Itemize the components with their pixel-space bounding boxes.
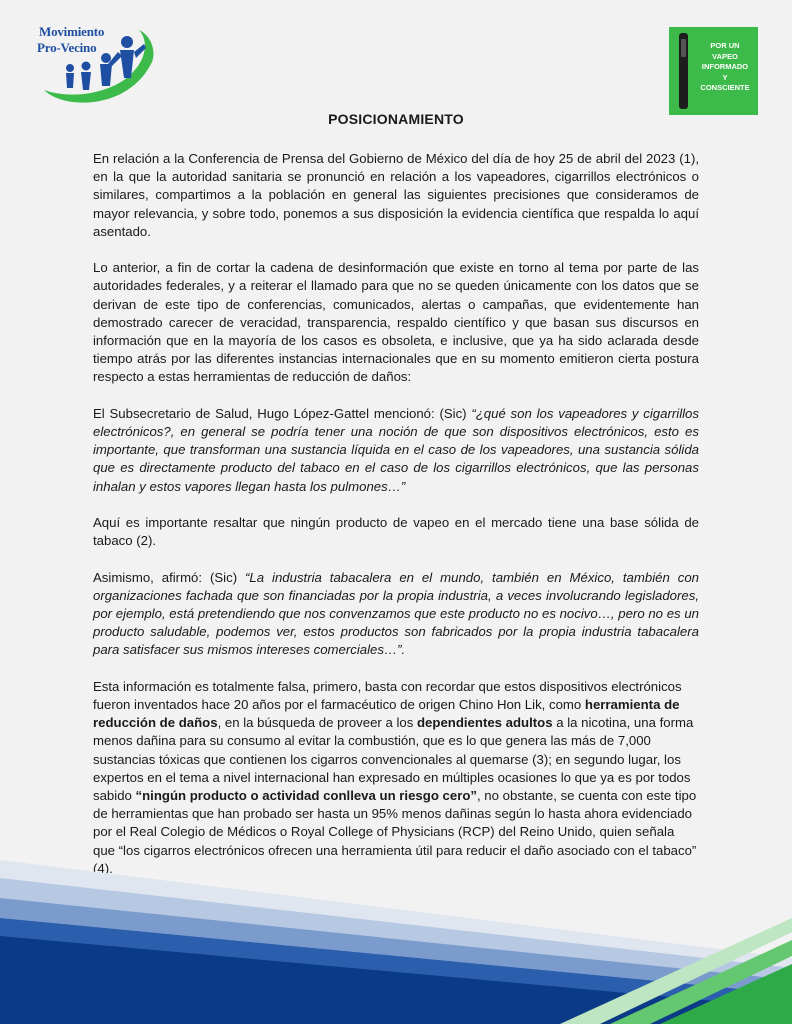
paragraph-6-part-e: a la nicotina, una forma menos dañina para su consumo al evitar la combustión, que es lo que genera las más de 7,000 sustancias tóxicas que contienen los cigarros convencionales al quemarse (3); en segundo lugar, los expertos en el tema a nivel internacional han expresado en múltiples ocasiones lo que ya es por todos sabido xyxy=(93,715,694,804)
logo-right-line-2: VAPEO xyxy=(712,51,738,61)
paragraph-3 xyxy=(93,405,699,496)
paragraph-5 xyxy=(93,569,699,660)
vapeo-informado-logo xyxy=(669,27,758,115)
paragraph-3-intro: El Subsecretario de Salud, Hugo López-Gattel mencionó: (Sic) xyxy=(93,405,472,421)
logo-text-line-2: Pro-Vecino xyxy=(37,40,97,55)
paragraph-1: En relación a la Conferencia de Prensa del Gobierno de México del día de hoy 25 de abril del 2023 (1), en la que la autoridad sanitaria se pronunció en relación a los vapeadores, cigarrillos electrónicos o similares, compartimos a la población en general las siguientes precisiones que consideramos de mayor relevancia, y sobre todo, ponemos a sus disposición la evidencia científica que respalda lo aquí asentado. xyxy=(93,151,699,239)
logo-right-line-1: POR UN xyxy=(710,41,740,50)
paragraph-5-quote: “La industria tabacalera en el mundo, también en México, también con organizaciones fachada que son financiadas por la propia industria, a veces involucrando legisladores, por ejemplo, está pretendiendo que nos convenzamos que este producto no es nocivo…, pero no es un producto saludable, podemos ver, estos productos son fabricados por la propia industria tabacalera para satisfacer sus mismos intereses comerciales…”. xyxy=(93,569,699,658)
logo-right-line-3: INFORMADO xyxy=(701,62,749,72)
paragraph-6-part-c: , en la búsqueda de proveer a los xyxy=(217,715,417,731)
movimiento-pro-vecino-logo xyxy=(34,22,159,107)
document-title: POSICIONAMIENTO xyxy=(328,111,464,127)
vape-device-icon xyxy=(679,33,688,109)
paragraph-4: Aquí es importante resaltar que ningún producto de vapeo en el mercado tiene una base sólida de tabaco (2). xyxy=(93,515,699,549)
logo-right-text xyxy=(695,41,755,94)
paragraph-6-bold-zero-risk: “ningún producto o actividad conlleva un riesgo cero” xyxy=(135,788,477,804)
paragraph-6-part-g: , no obstante, se cuenta con este tipo de herramientas que han probado ser hasta un 95% menos dañinas según lo hasta ahora evidenciado por el Real Colegio de Médicos o Royal College of Physicians (RCP) del Reino Unido, quien señala que “los cigarros electrónicos ofrecen una herramienta útil para reducir el daño asociado con el tabaco” (4). xyxy=(93,788,697,876)
paragraph-6-bold-harm-reduction: herramienta de reducción de daños xyxy=(93,697,680,731)
paragraph-6-part-a: Esta información es totalmente falsa, primero, basta con recordar que estos dispositivos electrónicos fueron inventados hace 20 años por el farmacéutico de origen Chino Hon Lik, como xyxy=(93,678,682,713)
document-body xyxy=(93,150,699,896)
logo-right-line-4: Y xyxy=(722,72,728,82)
paragraph-5-intro: Asimismo, afirmó: (Sic) xyxy=(93,569,246,585)
logo-text-line-1: Movimiento xyxy=(39,24,105,39)
paragraph-3-quote: “¿qué son los vapeadores y cigarrillos electrónicos?, en general se podría tener una noción de que son dispositivos electrónicos, esto es importante, que transforman una sustancia líquida en el caso de los vapeadores, una sustancia sólida que es directamente producto del tabaco en el caso de los cigarrillos electrónicos, que las personas inhalan y estos vapores llegan hasta los pulmones…” xyxy=(93,405,699,494)
paragraph-6-bold-adult-users: dependientes adultos xyxy=(417,715,553,731)
footer-wave-decoration xyxy=(0,840,792,1024)
logo-right-line-5: CONSCIENTE xyxy=(700,83,750,93)
paragraph-2: Lo anterior, a fin de cortar la cadena de desinformación que existe en torno al tema por parte de las autoridades federales, y a reiterar el llamado para que no se queden únicamente con los datos que se derivan de este tipo de conferencias, comunicados, alertas o campañas, que evidentemente han demostrado carecer de veracidad, transparencia, respaldo científico y que basan sus discursos en información que en la mayoría de los casos es obsoleta, e inclusive, que ya ha sido aclarada desde tiempo atrás por las diferentes instancias internacionales que en su momento emitieron cierta postura respecto a estas herramientas de reducción de daños: xyxy=(93,260,699,385)
